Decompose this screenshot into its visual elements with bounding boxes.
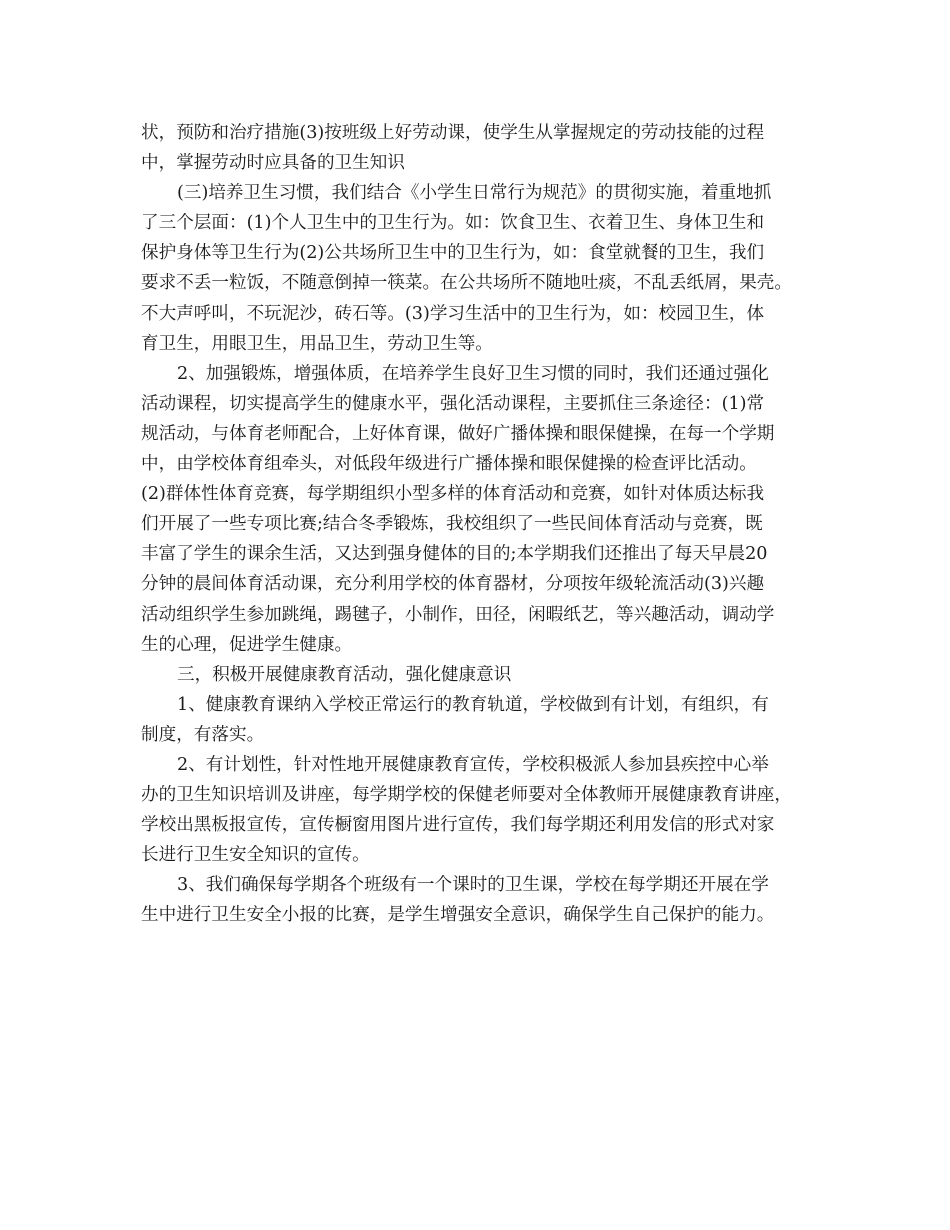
text-line: 分钟的晨间体育活动课，充分利用学校的体育器材，分项按年级轮流活动(3)兴趣 [141, 574, 765, 595]
text-line: 2、加强锻炼，增强体质，在培养学生良好卫生习惯的同时，我们还通过强化 [177, 363, 769, 384]
text-line: 状，预防和治疗措施(3)按班级上好劳动课，使学生从掌握规定的劳动技能的过程 [141, 123, 765, 143]
text-line: 3、我们确保每学期各个班级有一个课时的卫生课，学校在每学期还开展在学 [177, 875, 769, 896]
text-line: (三)培养卫生习惯，我们结合《小学生日常行为规范》的贯彻实施，着重地抓 [177, 183, 772, 204]
text-line: 生中进行卫生安全小报的比赛，是学生增强安全意识，确保学生自己保护的能力。 [141, 905, 775, 926]
text-line: 们开展了一些专项比赛;结合冬季锻炼，我校组织了一些民间体育活动与竞赛，既 [141, 514, 763, 535]
text-line: 2、有计划性，针对性地开展健康教育宣传，学校积极派人参加县疾控中心举 [177, 754, 769, 775]
text-line: 1、健康教育课纳入学校正常运行的教育轨道，学校做到有计划，有组织，有 [177, 694, 769, 715]
text-line: 生的心理，促进学生健康。 [141, 634, 353, 655]
text-line: 中，由学校体育组牵头，对低段年级进行广播体操和眼保健操的检查评比活动。 [141, 454, 757, 475]
text-line: 保护身体等卫生行为(2)公共场所卫生中的卫生行为，如：食堂就餐的卫生，我们 [141, 243, 765, 264]
text-line: 育卫生，用眼卫生，用品卫生，劳动卫生等。 [141, 333, 493, 354]
text-line: 学校出黑板报宣传，宣传橱窗用图片进行宣传，我们每学期还利用发信的形式对家 [141, 815, 775, 836]
document-body [141, 118, 809, 931]
text-line: 长进行卫生安全知识的宣传。 [141, 845, 370, 866]
text-line: 规活动，与体育老师配合，上好体育课，做好广播体操和眼保健操，在每一个学期 [141, 423, 775, 444]
text-line: 了三个层面：(1)个人卫生中的卫生行为。如：饮食卫生、衣着卫生、身体卫生和 [141, 213, 765, 234]
text-line: 不大声呼叫，不玩泥沙，砖石等。(3)学习生活中的卫生行为，如：校园卫生，体 [141, 303, 765, 324]
text-line: 中，掌握劳动时应具备的卫生知识 [141, 153, 405, 174]
text-line: 丰富了学生的课余生活，又达到强身健体的目的;本学期我们还推出了每天早晨20 [141, 544, 768, 565]
text-line: 要求不丢一粒饭，不随意倒掉一筷菜。在公共场所不随地吐痰，不乱丢纸屑，果壳。 [141, 273, 792, 294]
text-line: 活动课程，切实提高学生的健康水平，强化活动课程，主要抓住三条途径：(1)常 [141, 393, 765, 414]
text-line: (2)群体性体育竞赛，每学期组织小型多样的体育活动和竞赛，如针对体质达标我 [141, 484, 765, 505]
text-line: 制度，有落实。 [141, 724, 265, 745]
text-line: 活动组织学生参加跳绳，踢毽子，小制作，田径，闲暇纸艺，等兴趣活动，调动学 [141, 604, 775, 625]
section-heading: 三，积极开展健康教育活动，强化健康意识 [177, 664, 512, 685]
text-line: 办的卫生知识培训及讲座，每学期学校的保健老师要对全体教师开展健康教育讲座， [141, 785, 792, 806]
